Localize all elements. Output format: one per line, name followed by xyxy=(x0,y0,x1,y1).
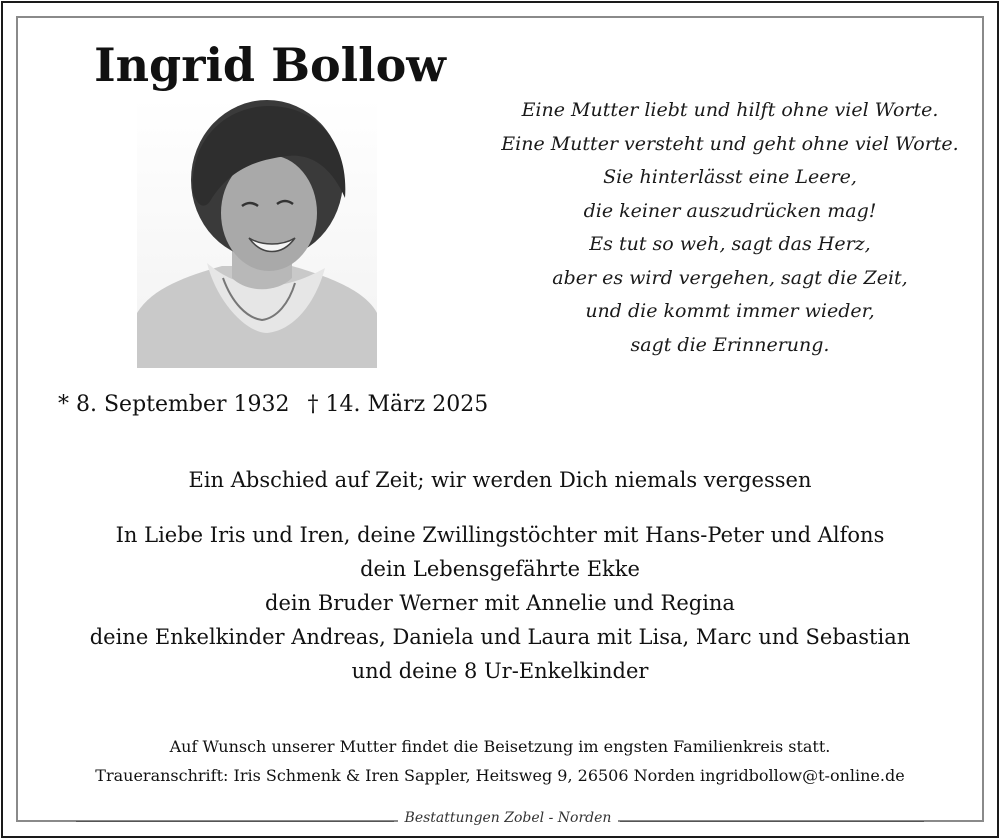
deceased-name: Ingrid Bollow xyxy=(94,38,446,92)
poem-line: Es tut so weh, sagt das Herz, xyxy=(589,233,871,255)
poem-line: sagt die Erinnerung. xyxy=(630,333,830,356)
farewell-line: Ein Abschied auf Zeit; wir werden Dich niemals vergessen xyxy=(188,468,812,492)
mourner-line: dein Lebensgefährte Ekke xyxy=(360,557,640,581)
life-dates xyxy=(58,392,488,417)
mourners-list xyxy=(0,518,1000,688)
mourner-line: dein Bruder Werner mit Annelie und Regina xyxy=(265,591,735,615)
mourning-address: Traueranschrift: Iris Schmenk & Iren Sappler, Heitsweg 9, 26506 Norden ingridbollow@t-online.de xyxy=(95,766,905,785)
undertaker-name: Bestattungen Zobel - Norden xyxy=(398,810,618,826)
portrait-photo xyxy=(137,98,377,368)
undertaker-footer xyxy=(0,810,1000,832)
poem xyxy=(480,94,980,362)
mourner-line: und deine 8 Ur-Enkelkinder xyxy=(351,659,649,683)
footer-rule-left xyxy=(76,821,394,822)
footer-rule-right xyxy=(620,821,924,822)
poem-line: Eine Mutter liebt und hilft ohne viel Worte. xyxy=(521,99,939,121)
poem-line: die keiner auszudrücken mag! xyxy=(583,199,877,222)
poem-line: aber es wird vergehen, sagt die Zeit, xyxy=(552,266,908,289)
death-date: † 14. März 2025 xyxy=(307,392,489,417)
burial-notice xyxy=(0,732,1000,790)
poem-line: und die kommt immer wieder, xyxy=(585,300,875,322)
poem-line: Eine Mutter versteht und geht ohne viel Worte. xyxy=(501,132,959,155)
poem-line: Sie hinterlässt eine Leere, xyxy=(603,166,857,188)
mourner-line: In Liebe Iris und Iren, deine Zwillingstöchter mit Hans-Peter und Alfons xyxy=(115,523,885,547)
burial-note: Auf Wunsch unserer Mutter findet die Beisetzung im engsten Familienkreis statt. xyxy=(169,737,831,756)
mourner-line: deine Enkelkinder Andreas, Daniela und Laura mit Lisa, Marc und Sebastian xyxy=(89,625,911,649)
birth-date: * 8. September 1932 xyxy=(58,392,290,417)
